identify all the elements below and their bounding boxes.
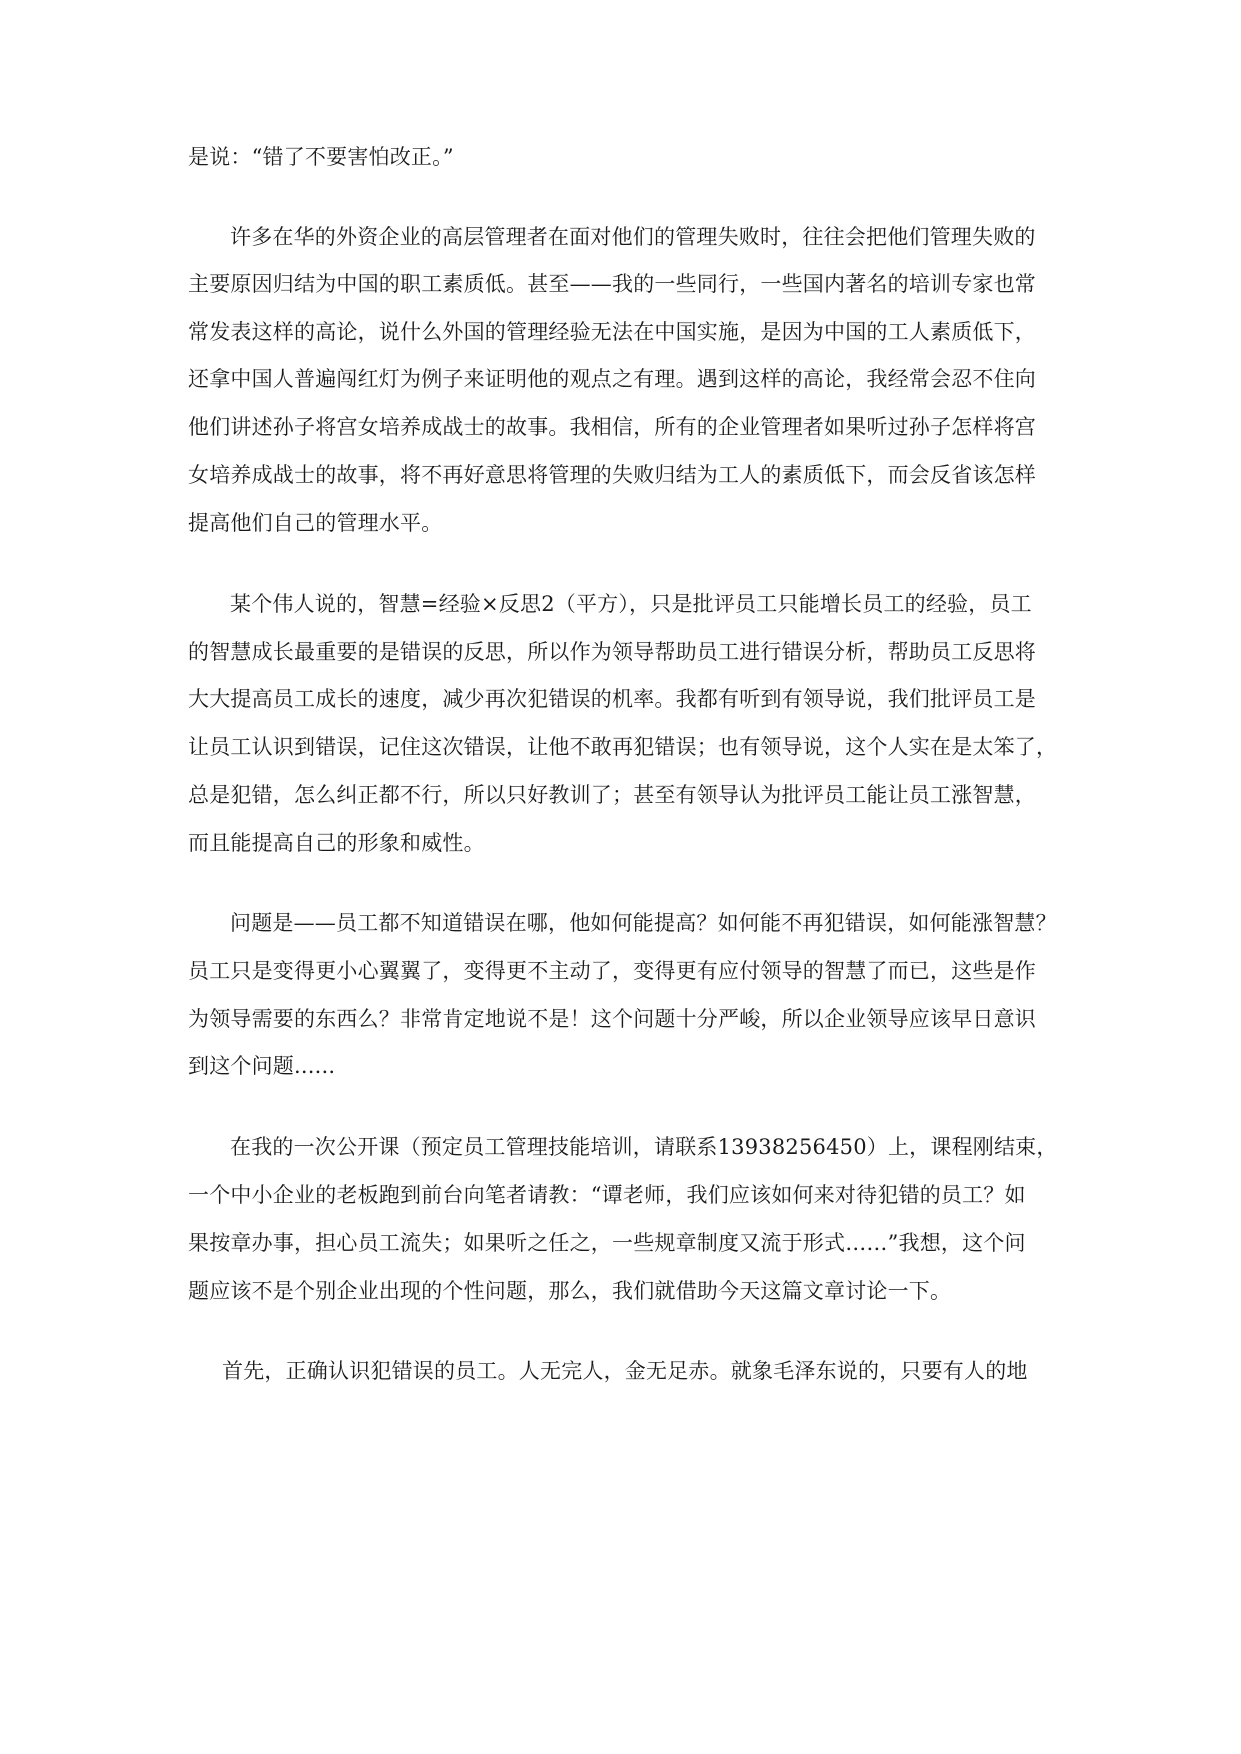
text-line: 提高他们自己的管理水平。	[188, 511, 443, 535]
text-line: 到这个问题......	[188, 1054, 336, 1078]
text-line: 让员工认识到错误，记住这次错误，让他不敢再犯错误；也有领导说，这个人实在是太笨了，	[188, 735, 1058, 759]
text-line: 首先，正确认识犯错误的员工。人无完人，金无足赤。就象毛泽东说的，只要有人的地	[222, 1359, 1028, 1383]
text-line: 许多在华的外资企业的高层管理者在面对他们的管理失败时，往往会把他们管理失败的	[230, 225, 1036, 249]
text-line: 问题是——员工都不知道错误在哪，他如何能提高？如何能不再犯错误，如何能涨智慧？	[230, 911, 1057, 935]
text-line: 常发表这样的高论，说什么外国的管理经验无法在中国实施，是因为中国的工人素质低下，	[188, 320, 1036, 344]
text-line: 主要原因归结为中国的职工素质低。甚至——我的一些同行，一些国内著名的培训专家也常	[188, 272, 1036, 296]
text-line: 某个伟人说的，智慧=经验×反思2（平方），只是批评员工只能增长员工的经验，员工	[230, 592, 1032, 616]
text-line: 是说：“错了不要害怕改正。”	[188, 145, 454, 169]
text-line: 题应该不是个别企业出现的个性问题，那么，我们就借助今天这篇文章讨论一下。	[188, 1279, 952, 1303]
text-line: 在我的一次公开课（预定员工管理技能培训，请联系13938256450）上，课程刚结束，	[230, 1135, 1058, 1159]
text-line: 果按章办事，担心员工流失；如果听之任之，一些规章制度又流于形式……”我想，这个问	[188, 1231, 1026, 1255]
text-line: 一个中小企业的老板跑到前台向笔者请教：“谭老师，我们应该如何来对待犯错的员工？如	[188, 1183, 1026, 1207]
text-line: 还拿中国人普遍闯红灯为例子来证明他的观点之有理。遇到这样的高论，我经常会忍不住向	[188, 367, 1036, 391]
text-line: 员工只是变得更小心翼翼了，变得更不主动了，变得更有应付领导的智慧了而已，这些是作	[188, 959, 1036, 983]
text-line: 总是犯错，怎么纠正都不行，所以只好教训了；甚至有领导认为批评员工能让员工涨智慧，	[188, 783, 1036, 807]
text-line: 为领导需要的东西么？非常肯定地说不是！这个问题十分严峻，所以企业领导应该早日意识	[188, 1007, 1036, 1031]
text-line: 的智慧成长最重要的是错误的反思，所以作为领导帮助员工进行错误分析，帮助员工反思将	[188, 640, 1036, 664]
text-line: 大大提高员工成长的速度，减少再次犯错误的机率。我都有听到有领导说，我们批评员工是	[188, 687, 1036, 711]
text-line: 他们讲述孙子将宫女培养成战士的故事。我相信，所有的企业管理者如果听过孙子怎样将宫	[188, 415, 1036, 439]
text-line: 女培养成战士的故事，将不再好意思将管理的失败归结为工人的素质低下，而会反省该怎样	[188, 463, 1036, 487]
text-line: 而且能提高自己的形象和威性。	[188, 831, 485, 855]
